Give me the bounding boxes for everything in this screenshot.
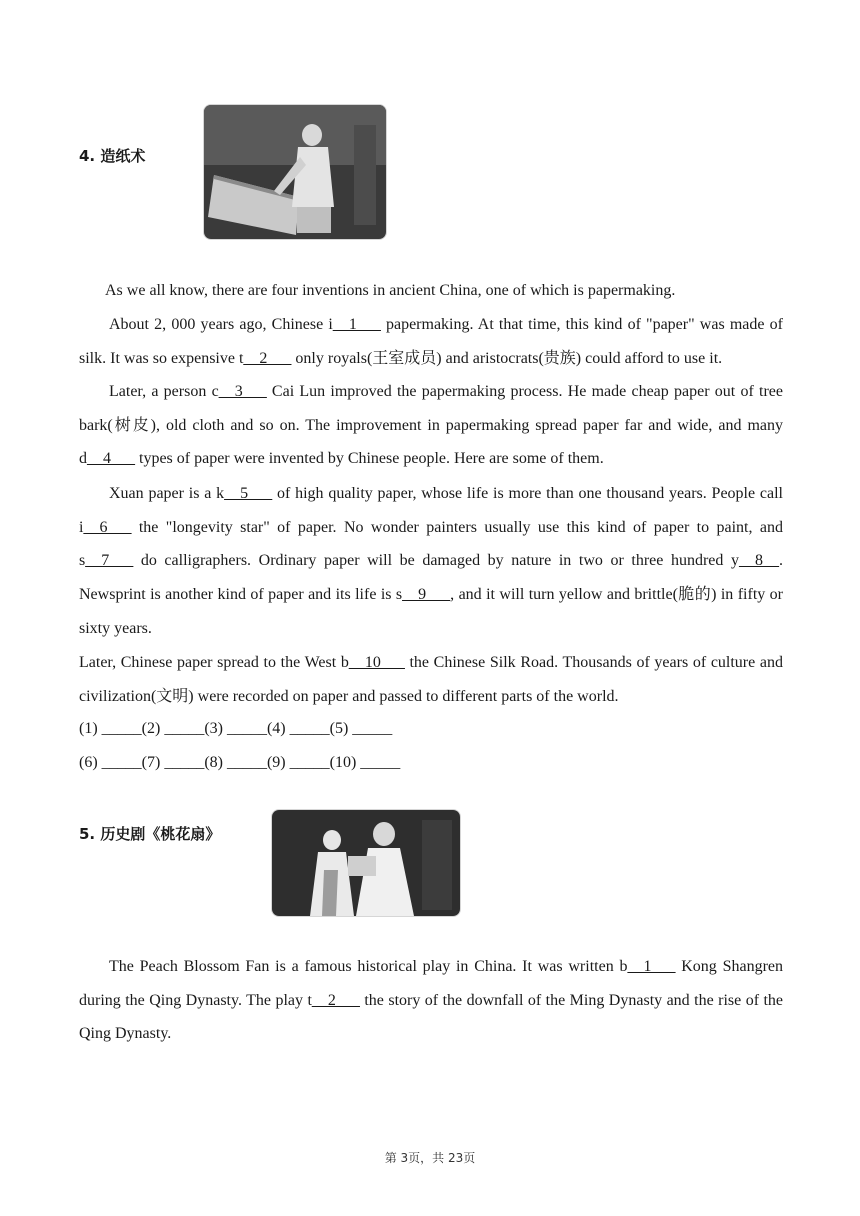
opera-illustration [272, 810, 460, 916]
section-4-heading: 4. 造纸术 [79, 147, 146, 165]
blank-7[interactable]: __7___ [85, 552, 134, 570]
section-5-heading: 5. 历史剧《桃花扇》 [79, 825, 221, 843]
paragraph-3: Xuan paper is a k__5___ of high quality paper, whose life is more than one thousand years. People call i__6___ the "longevity star" of paper. No wonder painters usually use this kind of paper to paint, and s__7___ do calligraphers. Ordinary paper will be damaged by nature in two or three hundred y__8__. Newsprint is another kind of paper and its life is s__9___, and it will turn yellow and brittle(脆的) in fifty or sixty years. [79, 485, 784, 637]
paragraph-4: Later, Chinese paper spread to the West b__10___ the Chinese Silk Road. Thousands of years of culture and civilization(文明) were recorded on paper and passed to different parts of the world. [79, 654, 783, 705]
blank-6[interactable]: __6___ [83, 518, 132, 536]
blank-5[interactable]: __5___ [224, 485, 273, 502]
papermaking-illustration [204, 105, 386, 239]
answer-row-1[interactable]: (1) _____(2) _____(3) _____(4) _____(5) _____ [79, 720, 393, 737]
blank-s5-1[interactable]: __1___ [627, 958, 676, 975]
blank-2[interactable]: __2___ [243, 349, 292, 367]
papermaking-photo [203, 104, 387, 240]
blank-9[interactable]: __9___ [402, 586, 451, 604]
blank-1[interactable]: __1___ [332, 316, 381, 333]
paragraph-1: About 2, 000 years ago, Chinese i__1___ papermaking. At that time, this kind of "paper" was made of silk. It was so expensive t__2___ only royals(王室成员) and aristocrats(贵族) could afford to use it. [79, 316, 783, 367]
blank-4[interactable]: __4___ [87, 450, 135, 468]
blank-10[interactable]: __10___ [348, 654, 405, 671]
paragraph-5-1: The Peach Blossom Fan is a famous historical play in China. It was written b__1___ Kong Shangren during the Qing Dynasty. The play t__2___ the story of the downfall of the Ming Dynasty and the rise of the Qing Dynasty. [79, 958, 784, 1043]
paragraph-2: Later, a person c__3___ Cai Lun improved the papermaking process. He made cheap paper out of tree bark(树皮), old cloth and so on. The improvement in papermaking spread paper far and wide, and many d__4___ types of paper were invented by Chinese people. Here are some of them. [79, 383, 784, 468]
page-footer: 第 3页，共 23页 [384, 1151, 476, 1165]
blank-s5-2[interactable]: __2___ [311, 991, 360, 1009]
blank-3[interactable]: __3___ [218, 383, 267, 400]
answer-row-2[interactable]: (6) _____(7) _____(8) _____(9) _____(10) _____ [79, 754, 401, 771]
opera-photo [271, 809, 461, 917]
blank-8[interactable]: __8__ [739, 552, 779, 570]
paragraph-intro: As we all know, there are four inventions in ancient China, one of which is papermaking. [105, 282, 676, 299]
